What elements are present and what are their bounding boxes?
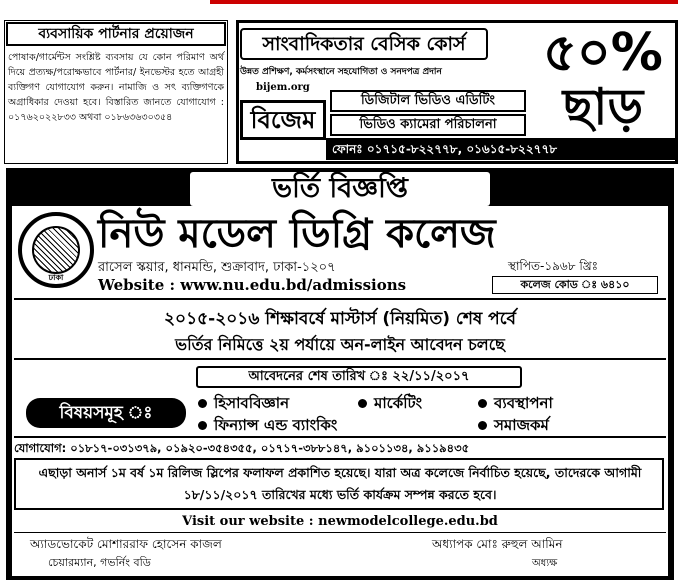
divider xyxy=(14,436,666,438)
divider xyxy=(14,532,666,533)
admission-heading: ভর্তি বিজ্ঞপ্তি xyxy=(190,172,490,206)
college-logo-text: ঢাকা xyxy=(48,273,64,282)
college-address: রাসেল স্কয়ার, ধানমন্ডি, শুক্রাবাদ, ঢাকা-১২০৭ xyxy=(98,260,336,275)
admission-session-line: ২০১৫-২০১৬ শিক্ষাবর্ষে মাস্টার্স (নিয়মিত) শেষ পর্বে xyxy=(163,309,517,329)
course-ad-subtitle: উন্নত প্রশিক্ষণ, কর্মসংস্থানে সহযোগিতা ও সনদপত্র প্রদান xyxy=(240,67,442,77)
bijem-logo: বিজেম xyxy=(240,100,326,140)
subject-item: ফিন্যান্স এন্ড ব্যাংকিং xyxy=(198,414,337,439)
college-established: স্থাপিত-১৯৬৮ খ্রিঃ xyxy=(508,259,599,273)
subject-item: মার্কেটিং xyxy=(358,392,422,417)
course-ad-title: সাংবাদিকতার বেসিক কোর্স xyxy=(240,28,488,60)
college-website[interactable]: Website : www.nu.edu.bd/admissions xyxy=(98,276,407,294)
principal-name: অধ্যাপক মোঃ রুহুল আমিন xyxy=(432,537,563,551)
subjects-label: বিষয়সমূহ ঃ xyxy=(26,398,186,428)
chairman-title: চেয়ারম্যান, গভর্নিং বডি xyxy=(48,556,151,569)
bullet-icon xyxy=(198,399,207,408)
bullet-icon xyxy=(478,421,487,430)
divider xyxy=(14,298,666,300)
discount-label: ছাড় xyxy=(562,78,644,136)
course-item-video-editing: ডিজিটাল ভিডিও এডিটিং xyxy=(330,90,526,112)
notice-text: এছাড়া অনার্স ১ম বর্ষ ১ম রিলিজ স্লিপের ফলাফল প্রকাশিত হয়েছে। যারা অত্র কলেজে নির্বাচিত হয়েছে, তাদেরকে আগামী ১৮/১১/২০১৭ তারিখের মধ্যে ভর্তি কার্যক্রম সম্পন্ন করতে হবে। xyxy=(38,465,642,502)
chairman-name: অ্যাডভোকেট মোশাররাফ হোসেন কাজল xyxy=(30,537,222,551)
course-phone: ফোনঃ ০১৭১৫-৮২২৭৭৮, ০১৬১৫-৮২২৭৭৮ xyxy=(326,138,678,160)
bullet-icon xyxy=(198,421,207,430)
principal-title: অধ্যক্ষ xyxy=(532,558,558,569)
partner-ad-text: পোষাক/গার্মেন্টস সংশ্লিষ্ট ব্যবসায় যে কোন পরিমাণ অর্থ দিয়ে প্রত্যক্ষ/পরোক্ষভাবে পার্টনার/ ইনভেস্টর হতে আগ্রহী ব্যক্তিগণ যোগাযোগ করুন। নামাজি ও সৎ ব্যক্তিগণকে অগ্রাধিকার দেওয়া হবে। xyxy=(8,52,224,108)
course-item-camera-operation: ভিডিও ক্যামেরা পরিচালনা xyxy=(330,114,526,136)
subject-item: সমাজকর্ম xyxy=(478,414,549,439)
subject-item: হিসাববিজ্ঞান xyxy=(198,392,289,417)
top-red-strip xyxy=(210,0,678,4)
partner-ad-body xyxy=(8,50,224,125)
partner-ad-contact: বিস্তারিত জানতে যোগাযোগ : ০১৭৬২০২২৮৩৩ অথবা ০১৮৬৩৬৩০৩৫৪ xyxy=(8,97,224,123)
admission-status-line: ভর্তির নিমিত্তে ২য় পর্যায়ে অন-লাইন আবেদন চলছে xyxy=(175,335,505,354)
bijem-url[interactable]: bijem.org xyxy=(256,82,310,93)
divider xyxy=(14,358,666,360)
discount-percent: ৫০% xyxy=(543,23,663,83)
contact-numbers: যোগাযোগ: ০১৮১৭-০৩১৩৭৯, ০১৯২০-৩৫৪৩৫৫, ০১৭১৭-৩৮৮১৪৭, ৯১০১১৩৪, ৯১১৯৪৩৫ xyxy=(14,441,470,455)
deadline-box: আবেদনের শেষ তারিখ ঃ ২২/১১/২০১৭ xyxy=(196,366,522,388)
visit-website[interactable]: Visit our website : newmodelcollege.edu.bd xyxy=(182,514,498,529)
partner-ad-title: ব্যবসায়িক পার্টনার প্রয়োজন xyxy=(6,22,226,46)
bullet-icon xyxy=(358,399,367,408)
college-code: কলেজ কোড ঃ ৬৪১০ xyxy=(492,276,658,294)
college-logo-emblem-icon xyxy=(32,226,80,274)
bullet-icon xyxy=(478,399,487,408)
college-name: নিউ মডেল ডিগ্রি কলেজ xyxy=(98,211,496,257)
subject-item: ব্যবস্থাপনা xyxy=(478,392,553,417)
